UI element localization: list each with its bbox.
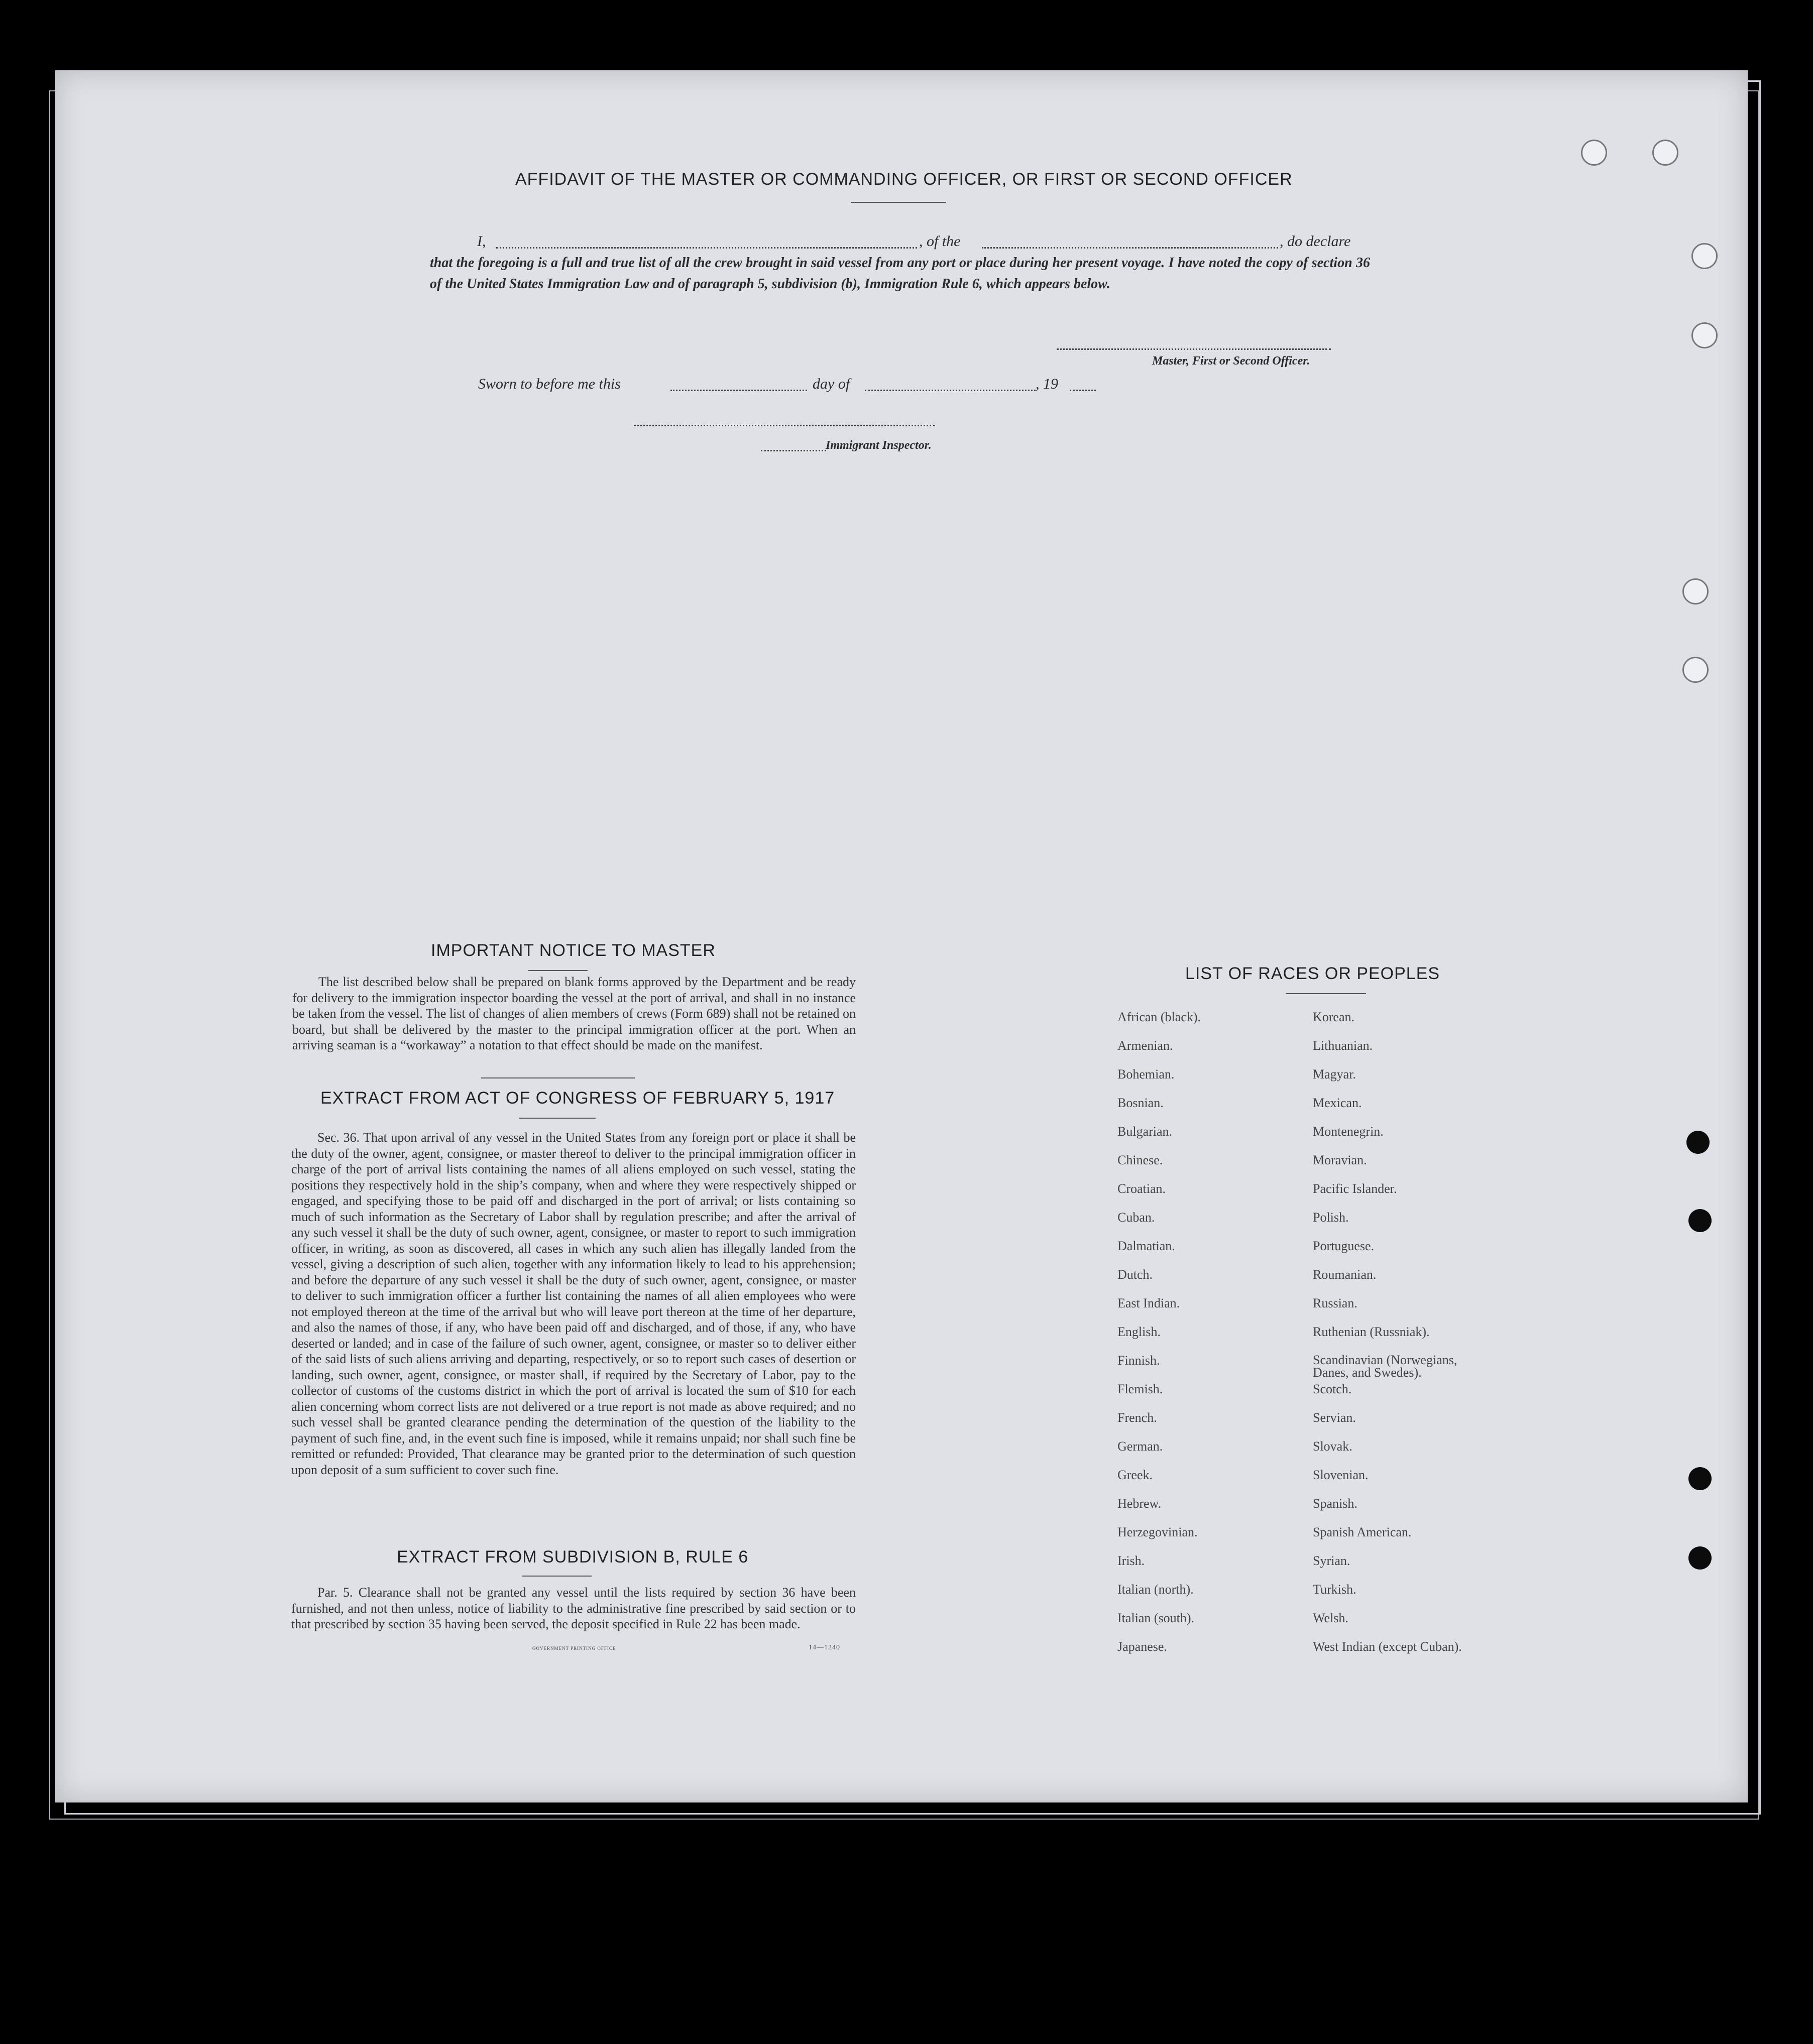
race-item: Portuguese.	[1313, 1239, 1375, 1253]
name-blank[interactable]	[496, 247, 917, 249]
race-item: Italian (south).	[1117, 1611, 1195, 1625]
race-item: Servian.	[1313, 1410, 1356, 1425]
race-item: Scotch.	[1313, 1382, 1352, 1396]
races-title: LIST OF RACES OR PEOPLES	[1185, 964, 1440, 983]
sworn-month-blank[interactable]	[865, 390, 1036, 391]
binder-hole-icon	[1581, 140, 1607, 166]
rule-title-rule	[522, 1576, 592, 1577]
race-item: Irish.	[1117, 1553, 1145, 1568]
race-item: Korean.	[1313, 1010, 1355, 1024]
form-number: 14—1240	[809, 1644, 840, 1651]
inspector-short-line	[761, 450, 826, 451]
race-item: Mexican.	[1313, 1096, 1362, 1110]
sworn-label: Sworn to before me this	[478, 376, 621, 392]
race-item: Turkish.	[1313, 1582, 1356, 1597]
binder-hole-icon	[1688, 1209, 1712, 1232]
race-item: Bosnian.	[1117, 1096, 1164, 1110]
notice-title-rule	[528, 970, 588, 971]
affidavit-title: AFFIDAVIT OF THE MASTER OR COMMANDING OFFICER, OR FIRST OR SECOND OFFICER	[515, 170, 1293, 189]
race-item: Herzegovinian.	[1117, 1525, 1198, 1539]
race-item: Pacific Islander.	[1313, 1181, 1397, 1196]
race-item: Croatian.	[1117, 1181, 1166, 1196]
affidavit-body: that the foregoing is a full and true list of all the crew brought in said vessel from any port or place during her present voyage. I have noted the copy of section 36 of the United States Immigration Law and of paragraph 5, subdivision (b), Immigration Rule 6, which appears below.	[430, 255, 1370, 292]
act-title: EXTRACT FROM ACT OF CONGRESS OF FEBRUARY 5, 1917	[320, 1089, 835, 1108]
binder-hole-icon	[1688, 1546, 1712, 1570]
rule-title: EXTRACT FROM SUBDIVISION B, RULE 6	[397, 1547, 749, 1567]
race-item: Roumanian.	[1313, 1267, 1377, 1282]
vessel-blank[interactable]	[982, 247, 1278, 249]
race-item: Finnish.	[1117, 1353, 1160, 1368]
race-item: Dutch.	[1117, 1267, 1153, 1282]
race-item: Chinese.	[1117, 1153, 1163, 1167]
race-item: East Indian.	[1117, 1296, 1180, 1310]
race-item: German.	[1117, 1439, 1163, 1454]
race-item: Armenian.	[1117, 1038, 1173, 1053]
race-item: Spanish American.	[1313, 1525, 1412, 1539]
affidavit-line1-mid: , of the	[919, 233, 961, 250]
race-item: Bulgarian.	[1117, 1124, 1173, 1139]
race-item: Lithuanian.	[1313, 1038, 1373, 1053]
race-item: Slovenian.	[1313, 1468, 1369, 1482]
master-signature-line[interactable]	[1057, 348, 1331, 350]
affidavit-line1-end: , do declare	[1280, 233, 1351, 250]
binder-hole-icon	[1682, 578, 1709, 605]
notice-body: The list described below shall be prepared on blank forms approved by the Department and be ready for delivery to the immigration inspector boarding the vessel at the port of arrival, and shall in no instance be taken from the vessel. The list of changes of alien members of crews (Form 689) shall not be retained on board, but shall be delivered by the master to the principal immigration officer at the port. When an arriving seaman is a “workaway” a notation to that effect should be made on the manifest.	[292, 975, 856, 1052]
binder-hole-icon	[1688, 1467, 1712, 1490]
race-item: Hebrew.	[1117, 1496, 1162, 1511]
binder-hole-icon	[1691, 243, 1718, 269]
race-item: Japanese.	[1117, 1639, 1167, 1654]
sworn-day-blank[interactable]	[670, 390, 807, 391]
document-page	[55, 70, 1748, 1802]
race-item: Greek.	[1117, 1468, 1153, 1482]
binder-hole-icon	[1686, 1131, 1710, 1154]
race-item: African (black).	[1117, 1010, 1201, 1024]
printer-imprint: GOVERNMENT PRINTING OFFICE	[532, 1646, 616, 1651]
race-item: Polish.	[1313, 1210, 1349, 1225]
inspector-signature-line[interactable]	[634, 425, 935, 426]
binder-hole-icon	[1691, 322, 1718, 348]
race-item: Italian (north).	[1117, 1582, 1194, 1597]
race-item: Moravian.	[1313, 1153, 1367, 1167]
binder-hole-icon	[1652, 140, 1678, 166]
race-item: Welsh.	[1313, 1611, 1348, 1625]
master-signature-label: Master, First or Second Officer.	[1152, 354, 1310, 368]
year-blank[interactable]	[1070, 390, 1096, 391]
binder-hole-icon	[1682, 657, 1709, 683]
race-item: Syrian.	[1313, 1553, 1350, 1568]
act-body: Sec. 36. That upon arrival of any vessel in the United States from any foreign port or place it shall be the duty of the owner, agent, consignee, or master thereof to deliver to the principal immigration officer in charge of the port of arrival lists containing the names of all aliens employed on such vessel, stating the positions they respectively hold in the ship’s company, when and where they were respectively shipped or engaged, and specifying those to be paid off and discharged in the port of arrival; or lists containing so much of such information as the Secretary of Labor shall by regulation prescribe; and after the arrival of any such vessel it shall be the duty of such owner, agent, consignee, or master to report to such immigration officer, in writing, as soon as discovered, all cases in which any such alien has illegally landed from the vessel, giving a description of such alien, together with any information likely to lead to his apprehension; and before the departure of any such vessel it shall be the duty of such owner, agent, consignee, or master to deliver to such immigration officer a further list containing the names of all alien employees who were not employed thereon at the time of the arrival but who will leave port thereon at the time of her departure, and also the names of those, if any, who have been paid off and discharged, and of those, if any, who have deserted or landed; and in case of the failure of such owner, agent, consignee, or master so to deliver either of the said lists of such aliens arriving and departing, respectively, or so to report such cases of desertion or landing, such owner, agent, consignee, or master shall, if required by the Secretary of Labor, pay to the collector of customs of the customs district in which the port of arrival is located the sum of $10 for each alien concerning whom correct lists are not delivered or a true report is not made as above required; and no such vessel shall be granted clearance pending the determination of the question of the liability to the payment of such fine, and, in the event such fine is imposed, while it remains unpaid; nor shall such fine be remitted or refunded: Provided, That clearance may be granted prior to the determination of such question upon deposit of a sum sufficient to cover such fine.	[291, 1130, 856, 1477]
inspector-label: Immigrant Inspector.	[826, 439, 932, 452]
act-title-rule	[519, 1118, 596, 1119]
race-item: Dalmatian.	[1117, 1239, 1175, 1253]
races-title-rule	[1286, 993, 1366, 994]
notice-title: IMPORTANT NOTICE TO MASTER	[431, 941, 716, 960]
race-item: Bohemian.	[1117, 1067, 1175, 1081]
race-item: Cuban.	[1117, 1210, 1155, 1225]
rule-body: Par. 5. Clearance shall not be granted any vessel until the lists required by section 36 have been furnished, and not then unless, notice of liability to the administrative fine prescribed by said section or to that prescribed by section 35 having been served, the deposit specified in Rule 22 has been made.	[291, 1585, 856, 1631]
affidavit-title-rule	[851, 202, 946, 203]
race-item: French.	[1117, 1410, 1157, 1425]
race-item: Russian.	[1313, 1296, 1357, 1310]
race-item: English.	[1117, 1325, 1161, 1339]
notice-rule	[481, 1077, 635, 1078]
race-item: Flemish.	[1117, 1382, 1163, 1396]
race-item: Slovak.	[1313, 1439, 1352, 1454]
race-item: Magyar.	[1313, 1067, 1356, 1081]
race-item: Ruthenian (Russniak).	[1313, 1325, 1430, 1339]
year-label: , 19	[1036, 376, 1058, 392]
affidavit-line1-start: I,	[477, 233, 486, 250]
race-item: West Indian (except Cuban).	[1313, 1639, 1462, 1654]
race-item: Scandinavian (Norwegians, Danes, and Swedes).	[1313, 1353, 1457, 1380]
day-of-label: day of	[813, 376, 850, 392]
race-item: Montenegrin.	[1313, 1124, 1384, 1139]
race-item: Spanish.	[1313, 1496, 1357, 1511]
